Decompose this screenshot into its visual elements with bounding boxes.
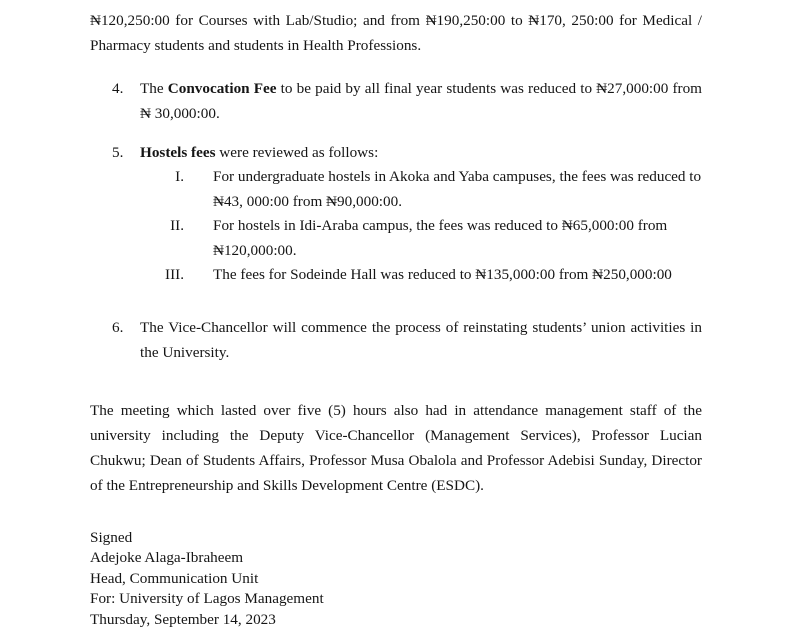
spacer <box>90 126 702 140</box>
list-marker-6: 6. <box>112 315 134 340</box>
item-4-rest: to be paid by all final year students was reduced to ₦27,000:00 from ₦ 30,000:00. <box>140 80 702 122</box>
list-item-5-body <box>140 140 702 165</box>
sub-item-ii <box>140 214 702 263</box>
signature-date: Thursday, September 14, 2023 <box>90 610 702 630</box>
sub-marker-i: I. <box>140 165 184 190</box>
spacer <box>90 58 702 76</box>
sub-marker-ii: II. <box>140 214 184 239</box>
list-item-6-body <box>140 315 702 365</box>
sub-item-ii-text: For hostels in Idi-Araba campus, the fees was reduced to ₦65,000:00 from ₦120,000:00. <box>213 217 667 259</box>
sub-item-i-text: For undergraduate hostels in Akoka and Yaba campuses, the fees was reduced to ₦43, 000:00 from ₦90,000:00. <box>213 168 701 210</box>
numbered-list <box>90 76 702 365</box>
continued-paragraph: ₦120,250:00 for Courses with Lab/Studio; and from ₦190,250:00 to ₦170, 250:00 for Medical / Pharmacy students and students in Health Professions. <box>90 8 702 58</box>
spacer <box>90 498 702 528</box>
item-4-lead: The <box>140 80 168 97</box>
list-item-6 <box>90 315 702 365</box>
spacer <box>90 365 702 398</box>
item-4-bold-term: Convocation Fee <box>168 80 277 97</box>
roman-sub-list <box>140 165 702 288</box>
signed-label: Signed <box>90 528 702 549</box>
item-5-rest: were reviewed as follows: <box>216 144 379 161</box>
signatory-organisation: For: University of Lagos Management <box>90 589 702 610</box>
list-item-5 <box>90 140 702 288</box>
signatory-name: Adejoke Alaga-Ibraheem <box>90 548 702 569</box>
spacer <box>90 288 702 315</box>
list-marker-5: 5. <box>112 140 134 165</box>
closing-paragraph: The meeting which lasted over five (5) hours also had in attendance management staff of the university including the Deputy Vice-Chancellor (Management Services), Professor Lucian Chukwu; Dean of Students Affairs, Professor Musa Obalola and Professor Adebisi Sunday, Director of the Entrepreneurship and Skills Development Centre (ESDC). <box>90 398 702 498</box>
list-item-4-body <box>140 76 702 126</box>
item-5-bold-term: Hostels fees <box>140 144 216 161</box>
item-6-rest: The Vice-Chancellor will commence the process of reinstating students’ union activities in the University. <box>140 319 702 361</box>
sub-marker-iii: III. <box>140 263 184 288</box>
list-item-4 <box>90 76 702 126</box>
list-marker-4: 4. <box>112 76 134 101</box>
sub-item-iii <box>140 263 702 288</box>
sub-item-iii-text: The fees for Sodeinde Hall was reduced to ₦135,000:00 from ₦250,000:00 <box>213 266 672 283</box>
signatory-title: Head, Communication Unit <box>90 569 702 590</box>
sub-item-i <box>140 165 702 214</box>
signature-block <box>90 528 702 630</box>
